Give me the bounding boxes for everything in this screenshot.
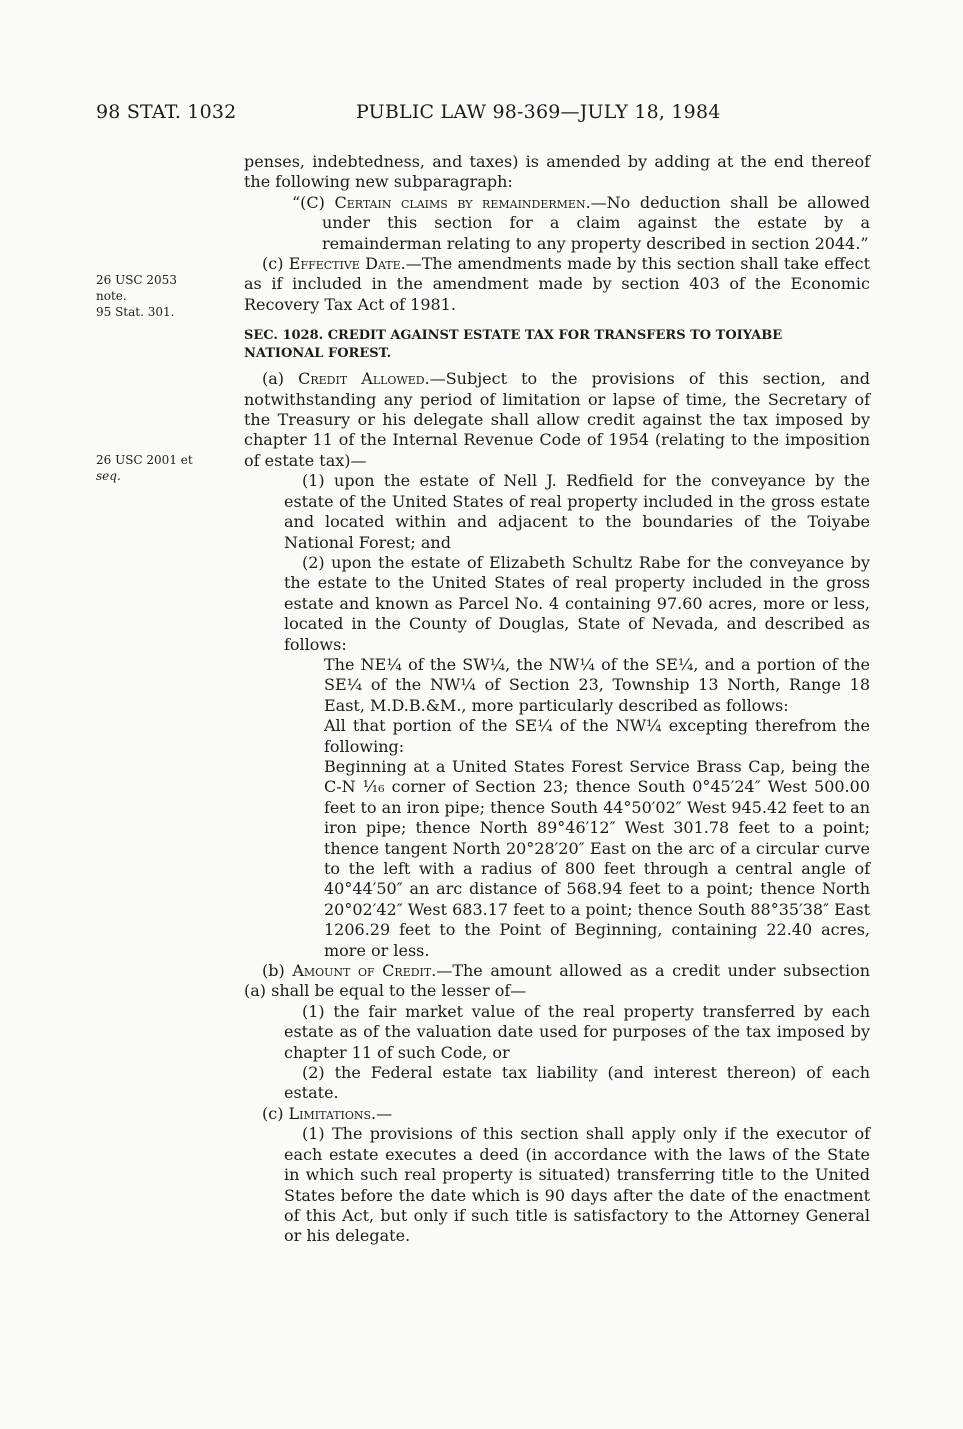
margin-note-line: seq. xyxy=(96,469,121,483)
body-text xyxy=(244,152,870,1247)
subsection-prefix: (b) xyxy=(262,961,293,981)
section-heading-line: NATIONAL FOREST. xyxy=(244,346,392,362)
subsection-heading: Amount of Credit. xyxy=(292,961,437,981)
paragraph-b1: (1) the fair market value of the real property transferred by each estate as of the valuation date used for purposes of the tax imposed by chapter 11 of such Code, or xyxy=(284,1001,870,1062)
subsection-a xyxy=(244,369,870,471)
property-description-3: Beginning at a United States Forest Service Brass Cap, being the C-N ¹⁄₁₆ corner of Section 23; thence South 0°45′24″ West 500.00 feet to an iron pipe; thence South 44°50′02″ West 945.42 feet to an iron pipe; thence North 89°46′12″ West 301.78 feet to a point; thence tangent North 20°28′20″ East on the arc of a circular curve to the left with a radius of 800 feet through a central angle of 40°44′50″ an arc distance of 568.94 feet to a point; thence North 20°02′42″ West 683.17 feet to a point; thence South 88°35′38″ East 1206.29 feet to the Point of Beginning, containing 22.40 acres, more or less. xyxy=(324,756,870,960)
section-heading xyxy=(244,327,870,363)
subsection-heading: Limitations. xyxy=(288,1103,377,1123)
subparagraph-text: —No deduction shall be allowed under this section for a claim against the estate by a remainderman relating to any property described in section 2044.” xyxy=(322,192,870,253)
subparagraph-heading: Certain claims by remaindermen. xyxy=(334,192,591,212)
paragraph-heading: Effective Date. xyxy=(288,254,406,274)
paragraph-prefix: (c) xyxy=(262,254,289,274)
effective-date-paragraph xyxy=(244,254,870,315)
subsection-b xyxy=(244,961,870,1002)
paragraph-b2: (2) the Federal estate tax liability (and interest thereon) of each estate. xyxy=(284,1063,870,1103)
paragraph-a2: (2) upon the estate of Elizabeth Schultz Rabe for the conveyance by the estate to the United States of real property included in the gross estate and known as Parcel No. 4 containing 97.60 acres, more or less, located in the County of Douglas, State of Nevada, and described as follows: xyxy=(284,552,870,654)
margin-note-line: note. xyxy=(96,289,127,303)
subparagraph-prefix: “(C) xyxy=(292,192,335,212)
paragraph-c1: (1) The provisions of this section shall apply only if the executor of each estate executes a deed (in accordance with the laws of the State in which such real property is situated) transferring title to the United States before the date which is 90 days after the date of the enactment of this Act, but only if such title is satisfactory to the Attorney General or his delegate. xyxy=(284,1124,870,1246)
running-header: PUBLIC LAW 98-369—JULY 18, 1984 xyxy=(356,101,721,123)
property-description-2: All that portion of the SE¼ of the NW¼ excepting therefrom the following: xyxy=(324,716,870,756)
paragraph-continuation: penses, indebtedness, and taxes) is amended by adding at the end thereof the following new subparagraph: xyxy=(244,152,870,192)
subsection-prefix: (a) xyxy=(262,369,299,389)
paragraph-a1: (1) upon the estate of Nell J. Redfield for the conveyance by the estate of the United States of real property included in the gross estate and located within and adjacent to the boundaries of the Toiyabe National Forest; and xyxy=(284,471,870,552)
margin-note-line: 95 Stat. 301. xyxy=(96,305,175,319)
subsection-text: —The amount allowed as a credit under subsection (a) shall be equal to the lesser of— xyxy=(244,961,871,1001)
margin-note-usc-2001 xyxy=(96,452,193,484)
subsection-heading: Credit Allowed. xyxy=(298,369,430,389)
margin-note-usc-2053 xyxy=(96,272,177,320)
subsection-text: —Subject to the provisions of this section, and notwithstanding any period of limitation or lapse of time, the Secretary of the Treasury or his delegate shall allow credit against the tax imposed by chapter 11 of the Internal Revenue Code of 1954 (relating to the imposition of estate tax)— xyxy=(244,369,871,470)
subparagraph-c xyxy=(244,193,870,254)
subsection-c xyxy=(244,1104,870,1124)
property-description-1: The NE¼ of the SW¼, the NW¼ of the SE¼, and a portion of the SE¼ of the NW¼ of Section 23, Township 13 North, Range 18 East, M.D.B.&M., more particularly described as follows: xyxy=(324,654,870,715)
paragraph-text: —The amendments made by this section shall take effect as if included in the amendment made by section 403 of the Economic Recovery Tax Act of 1981. xyxy=(244,254,871,314)
subsection-text: — xyxy=(376,1103,393,1123)
margin-note-line: 26 USC 2053 xyxy=(96,273,177,287)
margin-note-line: 26 USC 2001 et xyxy=(96,453,193,467)
section-heading-line: SEC. 1028. CREDIT AGAINST ESTATE TAX FOR TRANSFERS TO TOIYABE xyxy=(244,328,783,344)
page-citation: 98 STAT. 1032 xyxy=(96,101,237,123)
subsection-prefix: (c) xyxy=(262,1103,289,1123)
